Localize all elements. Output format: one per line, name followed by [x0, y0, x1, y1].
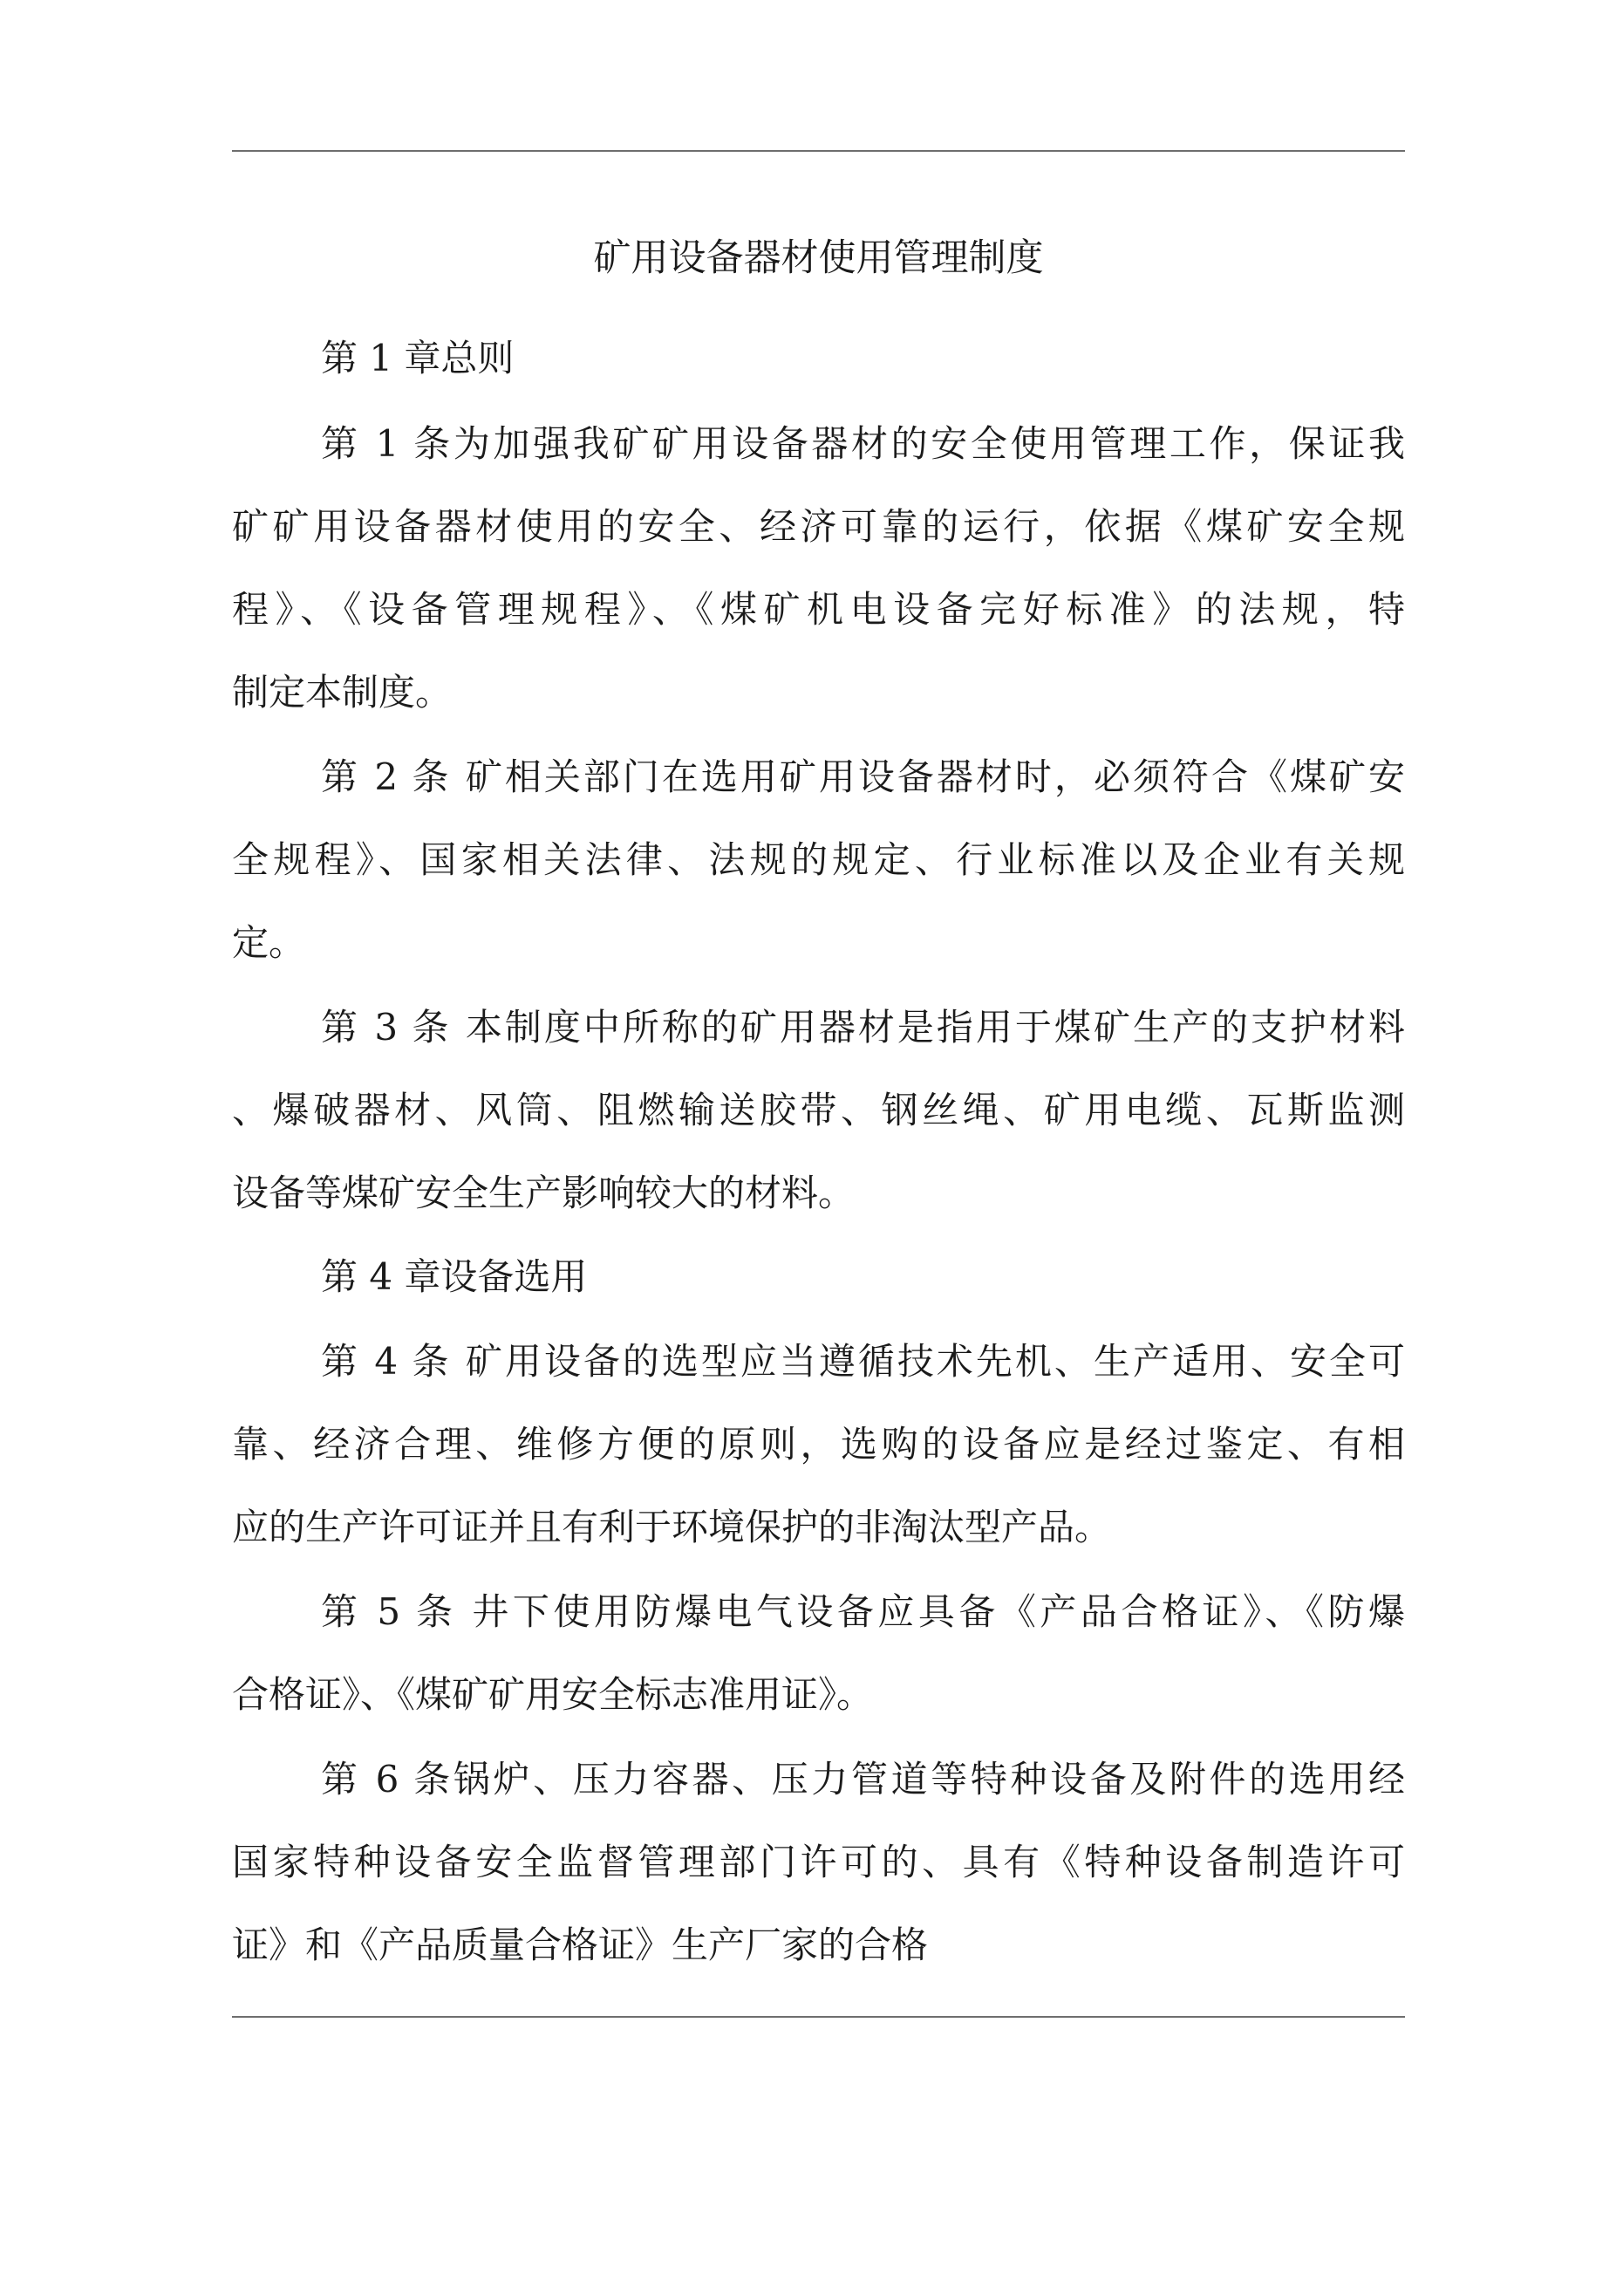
- article-1-line-3: 程》、《设备管理规程》、《煤矿机电设备完好标准》的法规，特: [232, 588, 1405, 631]
- article-5-line-2: 合格证》、《煤矿矿用安全标志准用证》。: [232, 1673, 874, 1716]
- article-4-line-1: 第 4 条 矿用设备的选型应当遵循技术先机、生产适用、安全可: [321, 1340, 1405, 1383]
- header-rule: [232, 150, 1405, 152]
- article-5-line-1: 第 5 条 井下使用防爆电气设备应具备《产品合格证》、《防爆: [321, 1590, 1405, 1633]
- article-3-line-2: 、爆破器材、风筒、阻燃输送胶带、钢丝绳、矿用电缆、瓦斯监测: [232, 1089, 1405, 1131]
- article-3-line-1: 第 3 条 本制度中所称的矿用器材是指用于煤矿生产的支护材料: [321, 1006, 1405, 1049]
- article-1-line-1: 第 1 条为加强我矿矿用设备器材的安全使用管理工作，保证我: [321, 422, 1405, 465]
- article-2-line-2: 全规程》、国家相关法律、法规的规定、行业标准以及企业有关规: [232, 838, 1405, 881]
- article-6-line-2: 国家特种设备安全监督管理部门许可的、具有《特种设备制造许可: [232, 1841, 1405, 1883]
- article-4-line-2: 靠、经济合理、维修方便的原则，选购的设备应是经过鉴定、有相: [232, 1423, 1405, 1466]
- chapter-heading: 第 1 章总则: [321, 337, 515, 379]
- article-4-line-3: 应的生产许可证并且有利于环境保护的非淘汰型产品。: [232, 1506, 1112, 1548]
- article-6-line-1: 第 6 条锅炉、压力容器、压力管道等特种设备及附件的选用经: [321, 1758, 1405, 1801]
- article-2-line-1: 第 2 条 矿相关部门在选用矿用设备器材时，必须符合《煤矿安: [321, 755, 1405, 798]
- article-1-line-2: 矿矿用设备器材使用的安全、经济可靠的运行，依据《煤矿安全规: [232, 505, 1405, 548]
- document-title: 矿用设备器材使用管理制度: [593, 236, 1044, 280]
- article-3-line-3: 设备等煤矿安全生产影响较大的材料。: [232, 1172, 856, 1214]
- article-6-line-3: 证》和《产品质量合格证》生产厂家的合格: [232, 1924, 929, 1966]
- footer-rule: [232, 2016, 1405, 2018]
- article-2-line-3: 定。: [232, 921, 306, 964]
- chapter-heading: 第 4 章设备选用: [321, 1255, 588, 1298]
- article-1-line-4: 制定本制度。: [232, 671, 453, 714]
